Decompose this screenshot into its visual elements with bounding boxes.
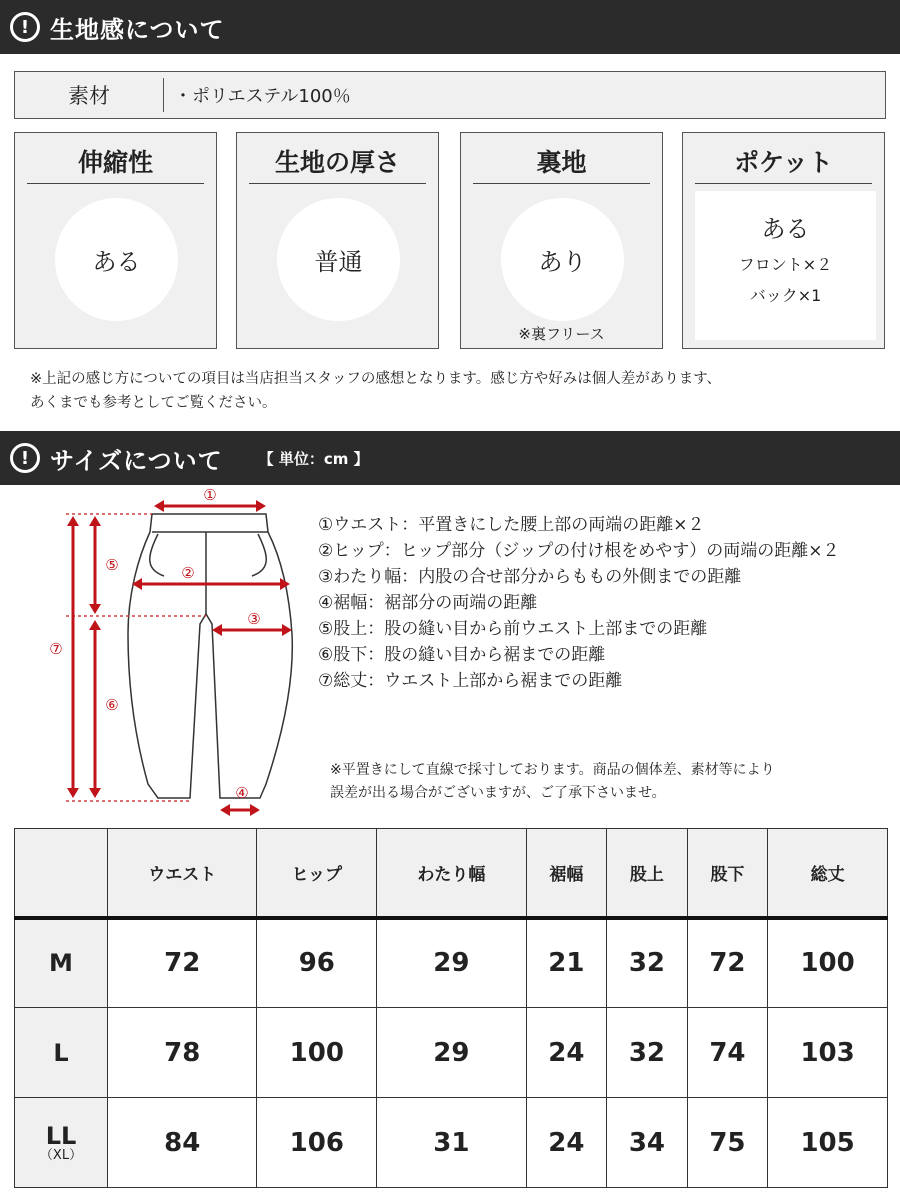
- size-label: [15, 1098, 108, 1188]
- header-rise: 股上: [607, 829, 688, 918]
- arrowhead: [89, 788, 101, 798]
- table-cell: 29: [377, 1008, 526, 1098]
- table-cell: 24: [526, 1008, 607, 1098]
- disclaimer: [30, 367, 721, 415]
- card-value: 普通: [277, 198, 400, 321]
- legend-item: ④裾幅：裾部分の両端の距離: [318, 593, 538, 613]
- legend-item: ②ヒップ：ヒップ部分（ジップの付け根をめやす）の両端の距離×２: [318, 541, 840, 561]
- arrowhead: [154, 500, 164, 512]
- exclamation-icon: !: [10, 443, 40, 473]
- pocket-back: バック×1: [749, 286, 822, 305]
- legend-item: ⑤股上：股の縫い目から前ウエスト上部までの距離: [318, 619, 708, 639]
- card-value: ある: [761, 215, 810, 243]
- pocket-front: フロント×２: [738, 255, 833, 274]
- header-inseam: 股下: [687, 829, 768, 918]
- card-heading: ポケット: [734, 148, 833, 177]
- legend-item: ③わたり幅：内股の合せ部分からももの外側までの距離: [318, 567, 742, 587]
- header-length: 総丈: [768, 829, 888, 918]
- measurement-note: [330, 759, 775, 805]
- material-value: ・ポリエステル100％: [174, 86, 351, 107]
- note-line: 誤差が出る場合がございますが、ご了承下さいませ。: [330, 785, 666, 801]
- table-header-row: [15, 829, 888, 918]
- card-value: ある: [55, 198, 178, 321]
- size-name: M: [49, 949, 73, 978]
- size-table: [14, 828, 888, 1188]
- card-heading: 裏地: [536, 148, 587, 177]
- disclaimer-line: ※上記の感じ方についての項目は当店担当スタッフの感想となります。感じ方や好みは個人差があります、: [30, 371, 722, 387]
- exclamation-icon: !: [10, 12, 40, 42]
- marker-1: ①: [203, 486, 217, 504]
- header-thigh: わたり幅: [377, 829, 526, 918]
- size-name: LL: [45, 1121, 77, 1150]
- note-line: ※平置きにして直線で採寸しております。商品の個体差、素材等により: [330, 762, 775, 778]
- arrowhead: [89, 604, 101, 614]
- card-heading: 伸縮性: [77, 148, 153, 177]
- arrowhead: [67, 516, 79, 526]
- pants-outline: [128, 514, 292, 798]
- table-corner: [15, 829, 108, 918]
- table-cell: 24: [526, 1098, 607, 1188]
- card-thickness: [236, 132, 439, 349]
- arrowhead: [67, 788, 79, 798]
- divider: [695, 183, 872, 184]
- size-label: [15, 1008, 108, 1098]
- marker-3: ③: [247, 610, 261, 628]
- table-row: [15, 918, 888, 1008]
- section-header-size: [0, 431, 900, 485]
- arrowhead: [89, 516, 101, 526]
- table-cell: 105: [768, 1098, 888, 1188]
- table-row: [15, 1098, 888, 1188]
- table-cell: 103: [768, 1008, 888, 1098]
- size-label: [15, 918, 108, 1008]
- card-pocket: [682, 132, 885, 349]
- table-cell: 32: [607, 1008, 688, 1098]
- divider: [473, 183, 650, 184]
- legend-item: ⑦総丈：ウエスト上部から裾までの距離: [318, 671, 623, 691]
- table-cell: 100: [768, 918, 888, 1008]
- header-hem: 裾幅: [526, 829, 607, 918]
- card-lining: [460, 132, 663, 349]
- header-hip: ヒップ: [257, 829, 377, 918]
- material-label: 素材: [68, 84, 110, 108]
- marker-5: ⑤: [105, 556, 119, 574]
- arrowhead: [212, 624, 222, 636]
- table-cell: 74: [687, 1008, 768, 1098]
- marker-4: ④: [235, 784, 249, 802]
- unit-label: 【 単位：cm 】: [258, 449, 369, 468]
- marker-2: ②: [181, 564, 195, 582]
- size-name: L: [53, 1038, 69, 1067]
- card-heading: 生地の厚さ: [274, 148, 400, 177]
- table-cell: 32: [607, 918, 688, 1008]
- arrowhead: [89, 620, 101, 630]
- pants-measurement-diagram: [40, 484, 310, 819]
- arrowhead: [256, 500, 266, 512]
- table-cell: 29: [377, 918, 526, 1008]
- card-stretch: [14, 132, 217, 349]
- table-cell: 72: [108, 918, 257, 1008]
- divider: [27, 183, 204, 184]
- material-row: [14, 71, 886, 119]
- measurement-legend: [318, 512, 839, 694]
- disclaimer-line: あくまでも参考としてご覧ください。: [30, 395, 277, 411]
- marker-6: ⑥: [105, 696, 119, 714]
- table-cell: 31: [377, 1098, 526, 1188]
- table-cell: 72: [687, 918, 768, 1008]
- legend-item: ⑥股下：股の縫い目から裾までの距離: [318, 645, 606, 665]
- pocket-right: [252, 534, 266, 576]
- size-sub: （XL）: [39, 1147, 83, 1163]
- table-cell: 96: [257, 918, 377, 1008]
- header-waist: ウエスト: [108, 829, 257, 918]
- arrowhead: [282, 624, 292, 636]
- section-header-fabric: [0, 0, 900, 54]
- table-cell: 78: [108, 1008, 257, 1098]
- section-title: サイズについて: [50, 446, 223, 475]
- card-value: あり: [501, 198, 624, 321]
- pocket-left: [150, 534, 164, 576]
- table-cell: 100: [257, 1008, 377, 1098]
- marker-7: ⑦: [49, 640, 63, 658]
- pocket-panel: [695, 191, 876, 340]
- arrowhead: [250, 804, 260, 816]
- card-note: ※裏フリース: [518, 325, 605, 343]
- legend-item: ①ウエスト：平置きにした腰上部の両端の距離×２: [318, 515, 705, 535]
- section-title: 生地感について: [50, 15, 225, 44]
- table-cell: 34: [607, 1098, 688, 1188]
- table-cell: 75: [687, 1098, 768, 1188]
- table-cell: 106: [257, 1098, 377, 1188]
- table-row: [15, 1008, 888, 1098]
- divider: [249, 183, 426, 184]
- table-cell: 21: [526, 918, 607, 1008]
- arrowhead: [220, 804, 230, 816]
- table-cell: 84: [108, 1098, 257, 1188]
